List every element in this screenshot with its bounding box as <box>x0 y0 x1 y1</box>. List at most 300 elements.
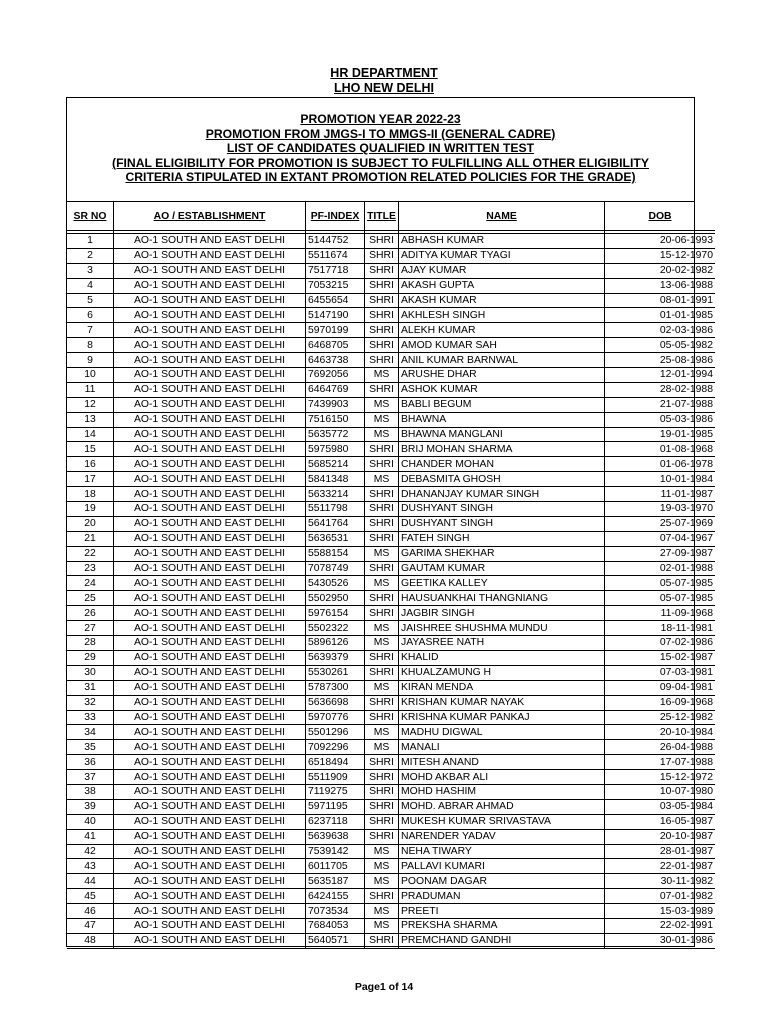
cell-sr-no: 14 <box>67 427 114 442</box>
cell-title: SHRI <box>365 933 399 948</box>
cell-title: MS <box>365 918 399 933</box>
cell-sr-no: 3 <box>67 263 114 278</box>
cell-pf-index: 5430526 <box>306 576 365 591</box>
cell-dob: 28-02-1988 <box>605 382 716 397</box>
cell-dob: 21-07-1988 <box>605 397 716 412</box>
cell-sr-no: 12 <box>67 397 114 412</box>
cell-sr-no: 20 <box>67 516 114 531</box>
table-row <box>67 308 715 323</box>
cell-establishment: AO-1 SOUTH AND EAST DELHI <box>114 382 306 397</box>
table-row <box>67 904 715 919</box>
cell-establishment: AO-1 SOUTH AND EAST DELHI <box>114 397 306 412</box>
table-row <box>67 725 715 740</box>
cell-name: MITESH ANAND <box>399 755 605 770</box>
table-row <box>67 338 715 353</box>
table-row <box>67 248 715 263</box>
cell-title: SHRI <box>365 799 399 814</box>
cell-pf-index: 5502950 <box>306 591 365 606</box>
cell-sr-no: 15 <box>67 442 114 457</box>
cell-establishment: AO-1 SOUTH AND EAST DELHI <box>114 442 306 457</box>
cell-name: BRIJ MOHAN SHARMA <box>399 442 605 457</box>
table-row <box>67 889 715 904</box>
cell-title: SHRI <box>365 814 399 829</box>
cell-name: DHANANJAY KUMAR SINGH <box>399 487 605 502</box>
document-frame <box>66 97 713 947</box>
cell-sr-no: 47 <box>67 918 114 933</box>
cell-dob: 15-12-1970 <box>605 248 716 263</box>
cell-sr-no: 13 <box>67 412 114 427</box>
cell-pf-index: 6011705 <box>306 859 365 874</box>
cell-pf-index: 5530261 <box>306 665 365 680</box>
cell-establishment: AO-1 SOUTH AND EAST DELHI <box>114 844 306 859</box>
cell-title: SHRI <box>365 695 399 710</box>
cell-sr-no: 44 <box>67 874 114 889</box>
cell-sr-no: 29 <box>67 650 114 665</box>
col-pf-index: PF-INDEX <box>306 202 365 231</box>
cell-name: NARENDER YADAV <box>399 829 605 844</box>
cell-dob: 10-01-1984 <box>605 472 716 487</box>
table-row <box>67 397 715 412</box>
cell-title: SHRI <box>365 308 399 323</box>
department-title: HR DEPARTMENT <box>330 66 438 80</box>
cell-establishment: AO-1 SOUTH AND EAST DELHI <box>114 368 306 383</box>
table-row <box>67 606 715 621</box>
cell-sr-no: 41 <box>67 829 114 844</box>
cell-dob: 22-02-1991 <box>605 918 716 933</box>
cell-establishment: AO-1 SOUTH AND EAST DELHI <box>114 502 306 517</box>
table-row <box>67 784 715 799</box>
table-row <box>67 859 715 874</box>
office-title: LHO NEW DELHI <box>334 81 434 95</box>
cell-establishment: AO-1 SOUTH AND EAST DELHI <box>114 472 306 487</box>
table-row <box>67 457 715 472</box>
cell-dob: 02-01-1988 <box>605 561 716 576</box>
cell-name: DUSHYANT SINGH <box>399 516 605 531</box>
table-row <box>67 710 715 725</box>
cell-dob: 16-05-1987 <box>605 814 716 829</box>
table-row <box>67 829 715 844</box>
promotion-year: PROMOTION YEAR 2022-23 <box>300 112 461 126</box>
cell-pf-index: 5896126 <box>306 636 365 651</box>
cell-title: SHRI <box>365 293 399 308</box>
cell-dob: 07-04-1967 <box>605 531 716 546</box>
cell-establishment: AO-1 SOUTH AND EAST DELHI <box>114 859 306 874</box>
cell-sr-no: 19 <box>67 502 114 517</box>
table-row <box>67 650 715 665</box>
cell-sr-no: 22 <box>67 546 114 561</box>
table-row <box>67 531 715 546</box>
col-establishment: AO / ESTABLISHMENT <box>114 202 306 231</box>
table-row <box>67 770 715 785</box>
table-row <box>67 472 715 487</box>
title-block <box>67 98 694 202</box>
table-row <box>67 561 715 576</box>
candidates-table <box>67 202 715 949</box>
cell-pf-index: 5975980 <box>306 442 365 457</box>
cell-dob: 10-07-1980 <box>605 784 716 799</box>
cell-title: SHRI <box>365 278 399 293</box>
cell-establishment: AO-1 SOUTH AND EAST DELHI <box>114 621 306 636</box>
cell-dob: 01-01-1985 <box>605 308 716 323</box>
cell-name: ABHASH KUMAR <box>399 234 605 249</box>
table-row <box>67 621 715 636</box>
cell-name: AKASH KUMAR <box>399 293 605 308</box>
table-body <box>67 231 715 949</box>
cell-establishment: AO-1 SOUTH AND EAST DELHI <box>114 725 306 740</box>
cell-pf-index: 6463738 <box>306 353 365 368</box>
cell-pf-index: 6464769 <box>306 382 365 397</box>
cell-pf-index: 5501296 <box>306 725 365 740</box>
cell-sr-no: 25 <box>67 591 114 606</box>
cell-establishment: AO-1 SOUTH AND EAST DELHI <box>114 650 306 665</box>
cell-name: DUSHYANT SINGH <box>399 502 605 517</box>
cell-pf-index: 5635187 <box>306 874 365 889</box>
cell-title: MS <box>365 576 399 591</box>
table-header-row <box>67 202 715 231</box>
cell-name: DEBASMITA GHOSH <box>399 472 605 487</box>
cell-pf-index: 5639379 <box>306 650 365 665</box>
cell-sr-no: 46 <box>67 904 114 919</box>
cell-establishment: AO-1 SOUTH AND EAST DELHI <box>114 546 306 561</box>
cell-name: JAGBIR SINGH <box>399 606 605 621</box>
cell-name: GEETIKA KALLEY <box>399 576 605 591</box>
cell-establishment: AO-1 SOUTH AND EAST DELHI <box>114 323 306 338</box>
cell-name: BHAWNA <box>399 412 605 427</box>
table-row <box>67 874 715 889</box>
col-name: NAME <box>399 202 605 231</box>
cell-dob: 20-10-1987 <box>605 829 716 844</box>
col-title: TITLE <box>365 202 399 231</box>
cell-establishment: AO-1 SOUTH AND EAST DELHI <box>114 814 306 829</box>
cell-dob: 18-11-1981 <box>605 621 716 636</box>
cell-pf-index: 6468705 <box>306 338 365 353</box>
cell-dob: 22-01-1987 <box>605 859 716 874</box>
cell-pf-index: 5970776 <box>306 710 365 725</box>
cell-sr-no: 7 <box>67 323 114 338</box>
cell-title: SHRI <box>365 502 399 517</box>
cell-sr-no: 1 <box>67 234 114 249</box>
cell-title: SHRI <box>365 442 399 457</box>
table-row <box>67 591 715 606</box>
cell-sr-no: 33 <box>67 710 114 725</box>
cell-establishment: AO-1 SOUTH AND EAST DELHI <box>114 412 306 427</box>
cell-establishment: AO-1 SOUTH AND EAST DELHI <box>114 606 306 621</box>
cell-title: SHRI <box>365 516 399 531</box>
cell-sr-no: 18 <box>67 487 114 502</box>
cell-establishment: AO-1 SOUTH AND EAST DELHI <box>114 904 306 919</box>
cell-pf-index: 5633214 <box>306 487 365 502</box>
cell-name: PREETI <box>399 904 605 919</box>
table-row <box>67 576 715 591</box>
table-row <box>67 695 715 710</box>
cell-pf-index: 5970199 <box>306 323 365 338</box>
cell-dob: 30-01-1986 <box>605 933 716 948</box>
cell-sr-no: 32 <box>67 695 114 710</box>
cell-pf-index: 5511674 <box>306 248 365 263</box>
cell-name: MOHD HASHIM <box>399 784 605 799</box>
cell-title: SHRI <box>365 710 399 725</box>
cell-sr-no: 40 <box>67 814 114 829</box>
table-row <box>67 263 715 278</box>
cell-sr-no: 43 <box>67 859 114 874</box>
promotion-scope: PROMOTION FROM JMGS-I TO MMGS-II (GENERAL CADRE) <box>205 126 556 141</box>
cell-title: MS <box>365 621 399 636</box>
cell-name: MUKESH KUMAR SRIVASTAVA <box>399 814 605 829</box>
cell-title: MS <box>365 427 399 442</box>
col-sr-no: SR NO <box>67 202 114 231</box>
cell-title: SHRI <box>365 487 399 502</box>
table-row <box>67 353 715 368</box>
cell-name: AKHLESH SINGH <box>399 308 605 323</box>
table-row <box>67 665 715 680</box>
cell-establishment: AO-1 SOUTH AND EAST DELHI <box>114 740 306 755</box>
cell-name: NEHA TIWARY <box>399 844 605 859</box>
cell-name: ADITYA KUMAR TYAGI <box>399 248 605 263</box>
cell-title: MS <box>365 472 399 487</box>
cell-title: SHRI <box>365 323 399 338</box>
cell-establishment: AO-1 SOUTH AND EAST DELHI <box>114 457 306 472</box>
cell-name: PRADUMAN <box>399 889 605 904</box>
cell-title: SHRI <box>365 263 399 278</box>
cell-sr-no: 27 <box>67 621 114 636</box>
cell-dob: 05-05-1982 <box>605 338 716 353</box>
table-row <box>67 918 715 933</box>
cell-sr-no: 37 <box>67 770 114 785</box>
cell-pf-index: 7119275 <box>306 784 365 799</box>
cell-establishment: AO-1 SOUTH AND EAST DELHI <box>114 561 306 576</box>
cell-name: KIRAN MENDA <box>399 680 605 695</box>
cell-dob: 25-07-1969 <box>605 516 716 531</box>
cell-dob: 26-04-1988 <box>605 740 716 755</box>
cell-sr-no: 26 <box>67 606 114 621</box>
cell-pf-index: 7684053 <box>306 918 365 933</box>
table-row <box>67 487 715 502</box>
cell-name: AJAY KUMAR <box>399 263 605 278</box>
cell-establishment: AO-1 SOUTH AND EAST DELHI <box>114 516 306 531</box>
cell-dob: 25-08-1986 <box>605 353 716 368</box>
cell-name: PREKSHA SHARMA <box>399 918 605 933</box>
cell-pf-index: 7073534 <box>306 904 365 919</box>
cell-establishment: AO-1 SOUTH AND EAST DELHI <box>114 636 306 651</box>
cell-name: POONAM DAGAR <box>399 874 605 889</box>
cell-establishment: AO-1 SOUTH AND EAST DELHI <box>114 353 306 368</box>
cell-sr-no: 36 <box>67 755 114 770</box>
cell-title: SHRI <box>365 561 399 576</box>
cell-dob: 27-09-1987 <box>605 546 716 561</box>
eligibility-note-2: CRITERIA STIPULATED IN EXTANT PROMOTION RELATED POLICIES FOR THE GRADE) <box>125 170 636 185</box>
table-row <box>67 368 715 383</box>
cell-name: ASHOK KUMAR <box>399 382 605 397</box>
cell-dob: 11-09-1968 <box>605 606 716 621</box>
cell-sr-no: 11 <box>67 382 114 397</box>
table-row <box>67 427 715 442</box>
cell-sr-no: 6 <box>67 308 114 323</box>
cell-dob: 15-02-1987 <box>605 650 716 665</box>
table-row <box>67 844 715 859</box>
cell-dob: 11-01-1987 <box>605 487 716 502</box>
cell-establishment: AO-1 SOUTH AND EAST DELHI <box>114 248 306 263</box>
cell-sr-no: 17 <box>67 472 114 487</box>
cell-dob: 30-11-1982 <box>605 874 716 889</box>
cell-name: PREMCHAND GANDHI <box>399 933 605 948</box>
cell-establishment: AO-1 SOUTH AND EAST DELHI <box>114 695 306 710</box>
cell-title: MS <box>365 874 399 889</box>
cell-dob: 28-01-1987 <box>605 844 716 859</box>
cell-title: SHRI <box>365 531 399 546</box>
cell-name: MADHU DIGWAL <box>399 725 605 740</box>
cell-title: SHRI <box>365 889 399 904</box>
cell-name: AMOD KUMAR SAH <box>399 338 605 353</box>
cell-name: BHAWNA MANGLANI <box>399 427 605 442</box>
cell-title: MS <box>365 636 399 651</box>
cell-dob: 01-08-1968 <box>605 442 716 457</box>
cell-dob: 07-03-1981 <box>605 665 716 680</box>
cell-sr-no: 24 <box>67 576 114 591</box>
cell-dob: 19-01-1985 <box>605 427 716 442</box>
cell-title: SHRI <box>365 248 399 263</box>
cell-pf-index: 5841348 <box>306 472 365 487</box>
cell-name: MOHD AKBAR ALI <box>399 770 605 785</box>
cell-pf-index: 7539142 <box>306 844 365 859</box>
table-row <box>67 799 715 814</box>
cell-sr-no: 34 <box>67 725 114 740</box>
table-row <box>67 323 715 338</box>
list-title: LIST OF CANDIDATES QUALIFIED IN WRITTEN TEST <box>226 141 535 156</box>
cell-pf-index: 5976154 <box>306 606 365 621</box>
cell-name: BABLI BEGUM <box>399 397 605 412</box>
table-row <box>67 234 715 249</box>
cell-sr-no: 5 <box>67 293 114 308</box>
cell-name: ARUSHE DHAR <box>399 368 605 383</box>
cell-name: KHALID <box>399 650 605 665</box>
cell-pf-index: 5502322 <box>306 621 365 636</box>
cell-dob: 03-05-1984 <box>605 799 716 814</box>
cell-name: PALLAVI KUMARI <box>399 859 605 874</box>
cell-sr-no: 23 <box>67 561 114 576</box>
cell-name: HAUSUANKHAI THANGNIANG <box>399 591 605 606</box>
cell-name: KRISHAN KUMAR NAYAK <box>399 695 605 710</box>
table-row <box>67 740 715 755</box>
cell-dob: 17-07-1988 <box>605 755 716 770</box>
cell-sr-no: 28 <box>67 636 114 651</box>
cell-title: SHRI <box>365 665 399 680</box>
cell-pf-index: 7053215 <box>306 278 365 293</box>
cell-dob: 01-06-1978 <box>605 457 716 472</box>
cell-sr-no: 39 <box>67 799 114 814</box>
cell-title: MS <box>365 680 399 695</box>
cell-establishment: AO-1 SOUTH AND EAST DELHI <box>114 770 306 785</box>
cell-pf-index: 5588154 <box>306 546 365 561</box>
cell-dob: 15-12-1972 <box>605 770 716 785</box>
cell-pf-index: 5685214 <box>306 457 365 472</box>
cell-sr-no: 2 <box>67 248 114 263</box>
cell-dob: 15-03-1989 <box>605 904 716 919</box>
cell-name: FATEH SINGH <box>399 531 605 546</box>
cell-name: ANIL KUMAR BARNWAL <box>399 353 605 368</box>
cell-establishment: AO-1 SOUTH AND EAST DELHI <box>114 576 306 591</box>
col-dob: DOB <box>605 202 716 231</box>
cell-establishment: AO-1 SOUTH AND EAST DELHI <box>114 487 306 502</box>
eligibility-note-1: (FINAL ELIGIBILITY FOR PROMOTION IS SUBJECT TO FULFILLING ALL OTHER ELIGIBILITY <box>112 155 649 170</box>
cell-pf-index: 5641764 <box>306 516 365 531</box>
cell-name: KHUALZAMUNG H <box>399 665 605 680</box>
cell-establishment: AO-1 SOUTH AND EAST DELHI <box>114 591 306 606</box>
cell-title: SHRI <box>365 606 399 621</box>
cell-dob: 20-10-1984 <box>605 725 716 740</box>
cell-pf-index: 5640571 <box>306 933 365 948</box>
cell-title: MS <box>365 546 399 561</box>
cell-dob: 20-02-1982 <box>605 263 716 278</box>
table-row <box>67 293 715 308</box>
cell-pf-index: 5635772 <box>306 427 365 442</box>
cell-establishment: AO-1 SOUTH AND EAST DELHI <box>114 680 306 695</box>
cell-pf-index: 5636531 <box>306 531 365 546</box>
cell-establishment: AO-1 SOUTH AND EAST DELHI <box>114 799 306 814</box>
cell-pf-index: 5511798 <box>306 502 365 517</box>
cell-dob: 19-03-1970 <box>605 502 716 517</box>
cell-dob: 05-07-1985 <box>605 591 716 606</box>
cell-establishment: AO-1 SOUTH AND EAST DELHI <box>114 784 306 799</box>
cell-name: MOHD. ABRAR AHMAD <box>399 799 605 814</box>
cell-name: GAUTAM KUMAR <box>399 561 605 576</box>
cell-establishment: AO-1 SOUTH AND EAST DELHI <box>114 308 306 323</box>
cell-pf-index: 6237118 <box>306 814 365 829</box>
cell-dob: 05-07-1985 <box>605 576 716 591</box>
cell-establishment: AO-1 SOUTH AND EAST DELHI <box>114 293 306 308</box>
cell-establishment: AO-1 SOUTH AND EAST DELHI <box>114 278 306 293</box>
cell-title: SHRI <box>365 755 399 770</box>
cell-title: SHRI <box>365 784 399 799</box>
cell-dob: 20-06-1993 <box>605 234 716 249</box>
cell-name: JAYASREE NATH <box>399 636 605 651</box>
cell-sr-no: 31 <box>67 680 114 695</box>
table-row <box>67 755 715 770</box>
cell-title: SHRI <box>365 457 399 472</box>
cell-title: MS <box>365 740 399 755</box>
cell-sr-no: 4 <box>67 278 114 293</box>
table-row <box>67 516 715 531</box>
table-row <box>67 933 715 948</box>
cell-name: KRISHNA KUMAR PANKAJ <box>399 710 605 725</box>
cell-dob: 16-09-1968 <box>605 695 716 710</box>
cell-pf-index: 7439903 <box>306 397 365 412</box>
cell-establishment: AO-1 SOUTH AND EAST DELHI <box>114 427 306 442</box>
cell-sr-no: 30 <box>67 665 114 680</box>
cell-establishment: AO-1 SOUTH AND EAST DELHI <box>114 338 306 353</box>
cell-title: MS <box>365 397 399 412</box>
cell-title: MS <box>365 412 399 427</box>
cell-name: JAISHREE SHUSHMA MUNDU <box>399 621 605 636</box>
cell-establishment: AO-1 SOUTH AND EAST DELHI <box>114 755 306 770</box>
cell-sr-no: 42 <box>67 844 114 859</box>
cell-pf-index: 5636698 <box>306 695 365 710</box>
cell-title: SHRI <box>365 234 399 249</box>
cell-pf-index: 7516150 <box>306 412 365 427</box>
cell-dob: 08-01-1991 <box>605 293 716 308</box>
cell-establishment: AO-1 SOUTH AND EAST DELHI <box>114 531 306 546</box>
cell-dob: 02-03-1986 <box>605 323 716 338</box>
cell-sr-no: 10 <box>67 368 114 383</box>
cell-establishment: AO-1 SOUTH AND EAST DELHI <box>114 874 306 889</box>
cell-pf-index: 7692056 <box>306 368 365 383</box>
cell-sr-no: 35 <box>67 740 114 755</box>
cell-establishment: AO-1 SOUTH AND EAST DELHI <box>114 889 306 904</box>
cell-sr-no: 9 <box>67 353 114 368</box>
cell-pf-index: 7517718 <box>306 263 365 278</box>
cell-establishment: AO-1 SOUTH AND EAST DELHI <box>114 710 306 725</box>
cell-dob: 25-12-1982 <box>605 710 716 725</box>
cell-title: MS <box>365 904 399 919</box>
